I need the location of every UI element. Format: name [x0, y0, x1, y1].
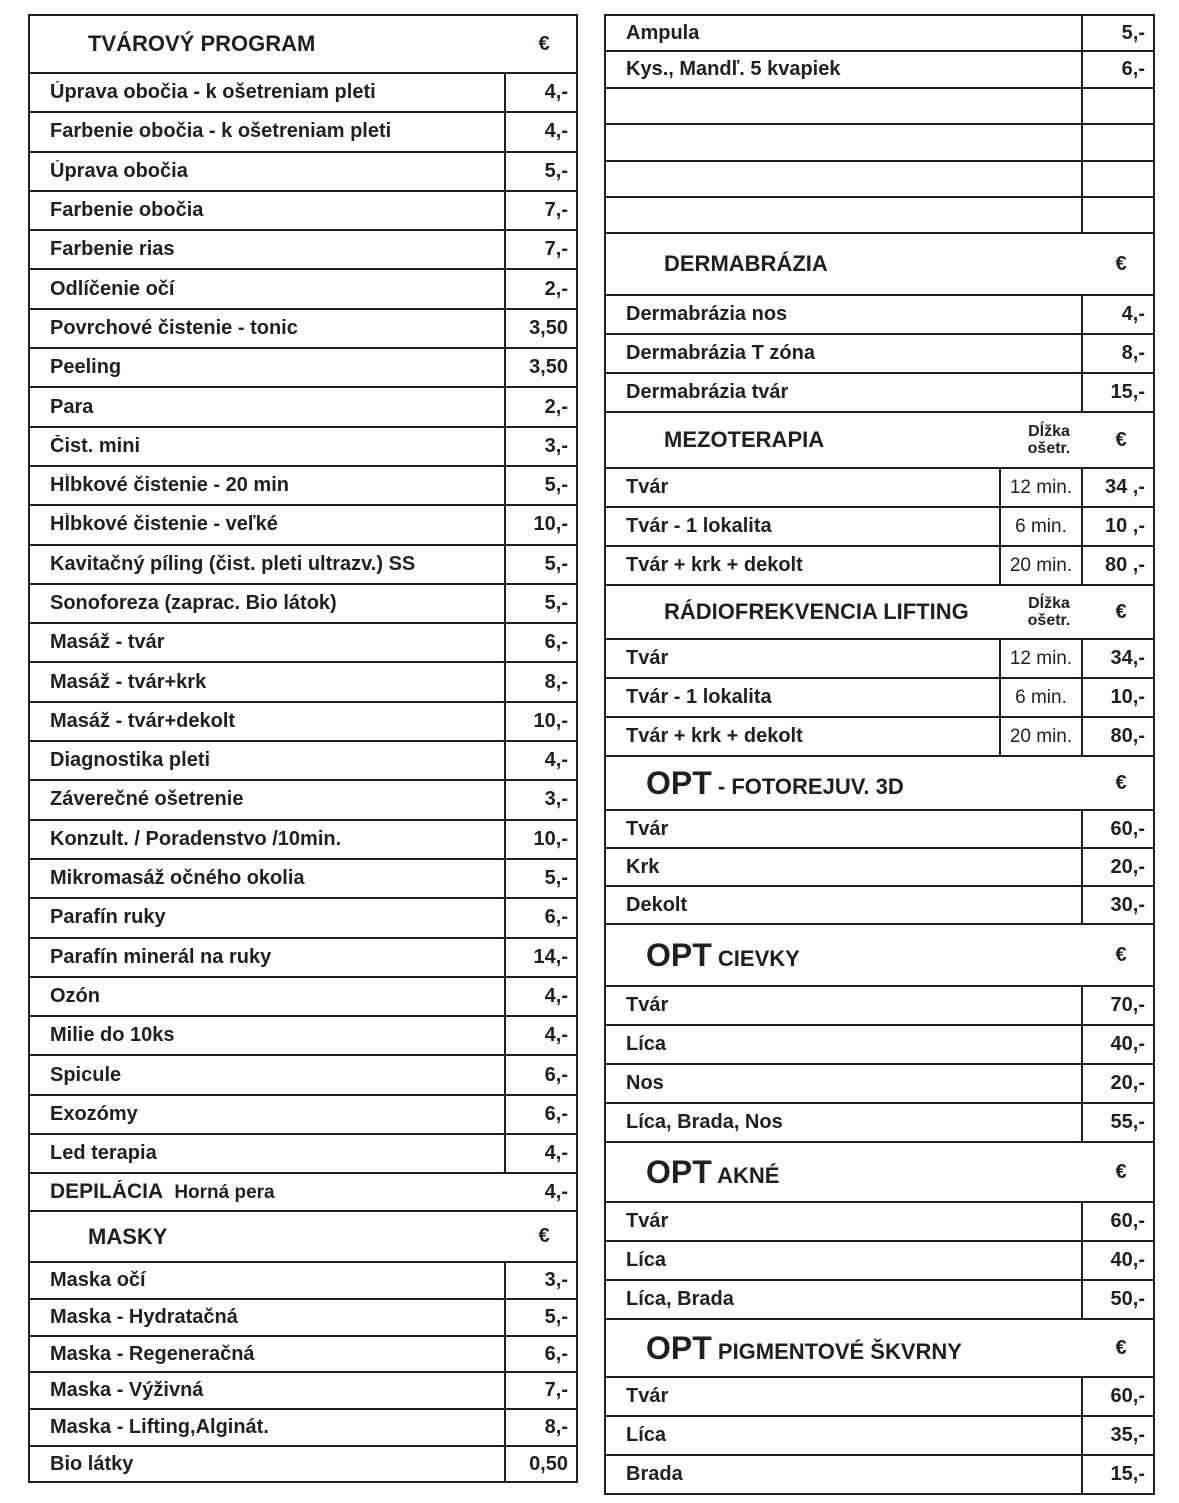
service-name: Dermabrázia nos [626, 303, 788, 326]
service-price: 55,- [1081, 1104, 1153, 1141]
opt-subtitle: - FOTOREJUV. 3D [711, 773, 904, 799]
service-price: 34 ,- [1081, 469, 1153, 506]
service-name: Masáž - tvár+dekolt [50, 709, 236, 732]
section-title: DERMABRÁZIA [664, 251, 828, 277]
service-price: 4,- [504, 978, 576, 1015]
table-row [30, 388, 576, 427]
opt-veins-rows [606, 987, 1153, 1143]
service-price: 4,- [504, 113, 576, 150]
service-price: 3,50 [504, 349, 576, 386]
service-name: Tvár [626, 476, 669, 499]
mesotherapy-header [606, 413, 1153, 469]
service-name: Ampula [626, 21, 700, 44]
service-name: Tvár [626, 817, 669, 840]
service-price: 7,- [504, 231, 576, 268]
service-name: Tvár - 1 lokalita [626, 515, 772, 538]
service-name: Líca [626, 1033, 667, 1056]
service-price: 10,- [504, 506, 576, 543]
service-price: 60,- [1081, 1203, 1153, 1240]
duration-header-line2: ošetr. [1027, 612, 1071, 630]
service-price: 60,- [1081, 1378, 1153, 1415]
section-title: RÁDIOFREKVENCIA LIFTING [664, 599, 969, 625]
table-row [30, 349, 576, 388]
facial-program-rows [30, 74, 576, 1174]
masks-header [30, 1212, 576, 1263]
table-row [606, 887, 1153, 925]
table-row [606, 374, 1153, 413]
service-price: 70,- [1081, 987, 1153, 1024]
service-price: 50,- [1081, 1281, 1153, 1318]
service-name: Tvár + krk + dekolt [626, 554, 803, 577]
currency-label: € [1115, 1336, 1127, 1359]
service-duration: 20 min. [999, 547, 1081, 584]
service-name: Kavitačný píling (čist. pleti ultrazv.) SS [50, 552, 416, 575]
service-price: 8,- [504, 663, 576, 700]
table-row [30, 231, 576, 270]
service-price: 5,- [504, 1300, 576, 1335]
opt-title: OPT [646, 1329, 712, 1366]
service-name: Masáž - tvár [50, 631, 165, 654]
section-title [606, 1330, 1089, 1367]
service-name: Para [50, 395, 94, 418]
service-name: Kys., Mandľ. 5 kvapiek [626, 58, 841, 81]
service-price: 3,- [504, 1263, 576, 1298]
service-price: 5,- [504, 860, 576, 897]
service-name: Krk [626, 855, 660, 878]
table-row [30, 428, 576, 467]
table-row [30, 192, 576, 231]
service-price [1081, 162, 1153, 196]
radiofrequency-rows [606, 640, 1153, 757]
table-row [30, 467, 576, 506]
service-name: Tvár [626, 647, 669, 670]
table-row [606, 1242, 1153, 1281]
table-row [606, 469, 1153, 508]
table-row [30, 1017, 576, 1056]
table-row [30, 663, 576, 702]
table-row [30, 1337, 576, 1374]
service-price: 15,- [1081, 374, 1153, 411]
service-price: 3,- [504, 428, 576, 465]
service-name: Sonoforeza (zaprac. Bio látok) [50, 592, 337, 614]
opt-veins-header [606, 925, 1153, 987]
table-row [30, 1135, 576, 1174]
table-row [30, 1373, 576, 1410]
table-row [606, 89, 1153, 125]
duration-header-line2: ošetr. [1027, 440, 1071, 458]
opt-subtitle: PIGMENTOVÉ ŠKVRNY [711, 1338, 962, 1364]
section-title: MASKY [88, 1223, 168, 1249]
masks-rows [30, 1263, 576, 1483]
table-row [606, 640, 1153, 679]
table-row [30, 153, 576, 192]
table-row [30, 1263, 576, 1300]
service-price: 5,- [1081, 16, 1153, 50]
table-row [30, 1056, 576, 1095]
service-name: Hĺbkové čistenie - 20 min [50, 474, 289, 497]
service-price: 14,- [504, 939, 576, 976]
service-name: Peeling [50, 356, 122, 379]
depilation-label [30, 1180, 506, 1204]
section-title: MEZOTERAPIA [664, 427, 825, 453]
table-row [30, 978, 576, 1017]
service-price [1081, 89, 1153, 123]
table-row [606, 1065, 1153, 1104]
service-duration: 6 min. [999, 508, 1081, 545]
table-row [30, 703, 576, 742]
service-name: Líca [626, 1424, 667, 1447]
service-price: 4,- [504, 74, 576, 111]
service-name: Konzult. / Poradenstvo /10min. [50, 827, 342, 850]
opt-photo-header [606, 757, 1153, 811]
table-row [30, 1300, 576, 1337]
table-row [30, 270, 576, 309]
depilation-title: DEPILÁCIA [50, 1180, 164, 1204]
table-row [30, 939, 576, 978]
table-row [606, 1203, 1153, 1242]
table-row [30, 113, 576, 152]
service-name: Brada [626, 1463, 683, 1486]
service-price: 2,- [504, 388, 576, 425]
service-price: 8,- [504, 1410, 576, 1445]
service-name: Mikromasáž očného okolia [50, 867, 305, 890]
currency-label: € [1115, 428, 1127, 451]
service-name: Spicule [50, 1063, 122, 1086]
service-price: 8,- [1081, 335, 1153, 372]
service-price: 35,- [1081, 1417, 1153, 1454]
currency-label: € [1115, 252, 1127, 275]
service-price: 30,- [1081, 887, 1153, 923]
opt-acne-rows [606, 1203, 1153, 1320]
duration-header-line1: Dĺžka [1028, 423, 1070, 441]
table-row [606, 1104, 1153, 1143]
service-name: Diagnostika pleti [50, 749, 211, 772]
service-duration: 12 min. [999, 640, 1081, 677]
service-price: 6,- [504, 1337, 576, 1372]
service-name: Tvár [626, 994, 669, 1017]
service-price: 4,- [504, 742, 576, 779]
dermabrasion-header [606, 234, 1153, 296]
service-price: 20,- [1081, 1065, 1153, 1102]
service-price: 5,- [504, 546, 576, 583]
service-price: 10 ,- [1081, 508, 1153, 545]
currency-label: € [538, 32, 550, 55]
left-price-table [28, 14, 578, 1483]
dermabrasion-rows [606, 296, 1153, 413]
opt-pigment-rows [606, 1378, 1153, 1495]
currency-label: € [538, 1225, 550, 1248]
service-price: 4,- [504, 1135, 576, 1172]
service-name: Líca, Brada, Nos [626, 1111, 783, 1134]
table-row [606, 718, 1153, 757]
table-row [30, 781, 576, 820]
currency-label: € [1115, 943, 1127, 966]
service-price: 5,- [504, 153, 576, 190]
table-row [606, 679, 1153, 718]
table-row [30, 1410, 576, 1447]
duration-header [1009, 423, 1089, 457]
service-duration: 6 min. [999, 679, 1081, 716]
section-title [606, 765, 1089, 802]
service-price [1081, 125, 1153, 159]
service-price: 6,- [1081, 52, 1153, 86]
service-price: 5,- [504, 585, 576, 622]
service-price: 5,- [504, 467, 576, 504]
service-price: 0,50 [504, 1447, 576, 1482]
opt-pigment-header [606, 1320, 1153, 1378]
service-price: 10,- [504, 821, 576, 858]
opt-subtitle: CIEVKY [711, 945, 800, 971]
service-name: Povrchové čistenie - tonic [50, 316, 298, 339]
service-price: 20,- [1081, 849, 1153, 885]
table-row [606, 1026, 1153, 1065]
opt-title: OPT [646, 936, 712, 973]
service-name: Farbenie obočia - k ošetreniam pleti [50, 120, 392, 143]
service-name: Hĺbkové čistenie - veľké [50, 513, 278, 536]
service-name: Maska - Výživná [50, 1379, 204, 1402]
right-price-table [604, 14, 1155, 1495]
table-row [30, 1096, 576, 1135]
service-price: 4,- [504, 1017, 576, 1054]
opt-title: OPT [646, 764, 712, 801]
service-price: 15,- [1081, 1456, 1153, 1493]
service-name: Tvár + krk + dekolt [626, 725, 803, 748]
service-name: Líca, Brada [626, 1288, 734, 1311]
service-price: 40,- [1081, 1242, 1153, 1279]
service-price: 10,- [1081, 679, 1153, 716]
table-row [30, 585, 576, 624]
table-row [30, 860, 576, 899]
service-name: Úprava obočia - k ošetreniam pleti [50, 81, 376, 104]
table-row [606, 335, 1153, 374]
table-row [30, 821, 576, 860]
service-duration: 20 min. [999, 718, 1081, 755]
table-row [30, 546, 576, 585]
table-row [606, 508, 1153, 547]
table-row [606, 1378, 1153, 1417]
service-price: 7,- [504, 192, 576, 229]
service-price: 3,50 [504, 310, 576, 347]
service-price: 6,- [504, 899, 576, 936]
opt-title: OPT [646, 1153, 712, 1190]
depilation-name: Horná pera [174, 1182, 275, 1204]
service-name: Odlíčenie očí [50, 277, 175, 300]
service-price: 40,- [1081, 1026, 1153, 1063]
opt-subtitle: AKNÉ [711, 1162, 780, 1188]
service-price: 60,- [1081, 811, 1153, 847]
service-duration: 12 min. [999, 469, 1081, 506]
service-price: 2,- [504, 270, 576, 307]
table-row [30, 310, 576, 349]
depilation-price: 4,- [544, 1180, 568, 1203]
table-row [606, 811, 1153, 849]
depilation-row [30, 1174, 576, 1212]
service-name: Exozómy [50, 1102, 138, 1125]
section-title [606, 937, 1089, 974]
service-name: Maska - Regeneračná [50, 1342, 255, 1365]
table-row [30, 1447, 576, 1484]
facial-program-header [30, 16, 576, 74]
service-name: Čist. mini [50, 434, 141, 457]
duration-header-line1: Dĺžka [1028, 595, 1070, 613]
service-price [1081, 198, 1153, 232]
table-row [606, 1281, 1153, 1320]
service-name: Nos [626, 1072, 664, 1095]
currency-label: € [1115, 600, 1127, 623]
service-price: 80,- [1081, 718, 1153, 755]
service-name: Bio látky [50, 1452, 134, 1475]
duration-header [1009, 595, 1089, 629]
service-name: Líca [626, 1249, 667, 1272]
service-name: Maska - Hydratačná [50, 1305, 238, 1328]
service-name: Farbenie obočia [50, 199, 204, 222]
service-name: Masáž - tvár+krk [50, 670, 207, 693]
table-row [606, 849, 1153, 887]
table-row [606, 16, 1153, 52]
table-row [30, 74, 576, 113]
section-title: TVÁROVÝ PROGRAM [88, 31, 316, 56]
service-price: 34,- [1081, 640, 1153, 677]
service-price: 80 ,- [1081, 547, 1153, 584]
section-title [606, 1154, 1089, 1191]
table-row [606, 1417, 1153, 1456]
service-name: Milie do 10ks [50, 1024, 175, 1047]
currency-label: € [1115, 771, 1127, 794]
service-price: 10,- [504, 703, 576, 740]
service-name: Parafín minerál na ruky [50, 945, 272, 968]
table-row [30, 899, 576, 938]
service-name: Dermabrázia T zóna [626, 342, 815, 365]
service-name: Tvár [626, 1385, 669, 1408]
service-name: Úprava obočia [50, 159, 188, 182]
service-price: 6,- [504, 1056, 576, 1093]
table-row [606, 198, 1153, 234]
service-price: 4,- [1081, 296, 1153, 333]
table-row [606, 162, 1153, 198]
table-row [30, 624, 576, 663]
service-name: Parafín ruky [50, 906, 166, 929]
opt-acne-header [606, 1143, 1153, 1203]
service-price: 3,- [504, 781, 576, 818]
radiofrequency-header [606, 586, 1153, 640]
table-row [30, 506, 576, 545]
currency-label: € [1115, 1160, 1127, 1183]
service-name: Záverečné ošetrenie [50, 788, 244, 811]
service-price: 6,- [504, 624, 576, 661]
table-row [30, 742, 576, 781]
table-row [606, 52, 1153, 88]
service-name: Led terapia [50, 1142, 157, 1165]
table-row [606, 987, 1153, 1026]
table-row [606, 547, 1153, 586]
table-row [606, 1456, 1153, 1495]
table-row [606, 296, 1153, 335]
service-name: Ozón [50, 984, 100, 1007]
opt-photo-rows [606, 811, 1153, 925]
extras-rows [606, 16, 1153, 234]
table-row [606, 125, 1153, 161]
mesotherapy-rows [606, 469, 1153, 586]
service-price: 7,- [504, 1373, 576, 1408]
service-name: Dermabrázia tvár [626, 381, 789, 404]
service-name: Tvár - 1 lokalita [626, 686, 772, 709]
service-name: Maska očí [50, 1269, 146, 1292]
service-name: Tvár [626, 1210, 669, 1233]
service-name: Maska - Lifting,Alginát. [50, 1415, 269, 1438]
service-price: 6,- [504, 1096, 576, 1133]
service-name: Dekolt [626, 893, 688, 916]
service-name: Farbenie rias [50, 238, 175, 261]
